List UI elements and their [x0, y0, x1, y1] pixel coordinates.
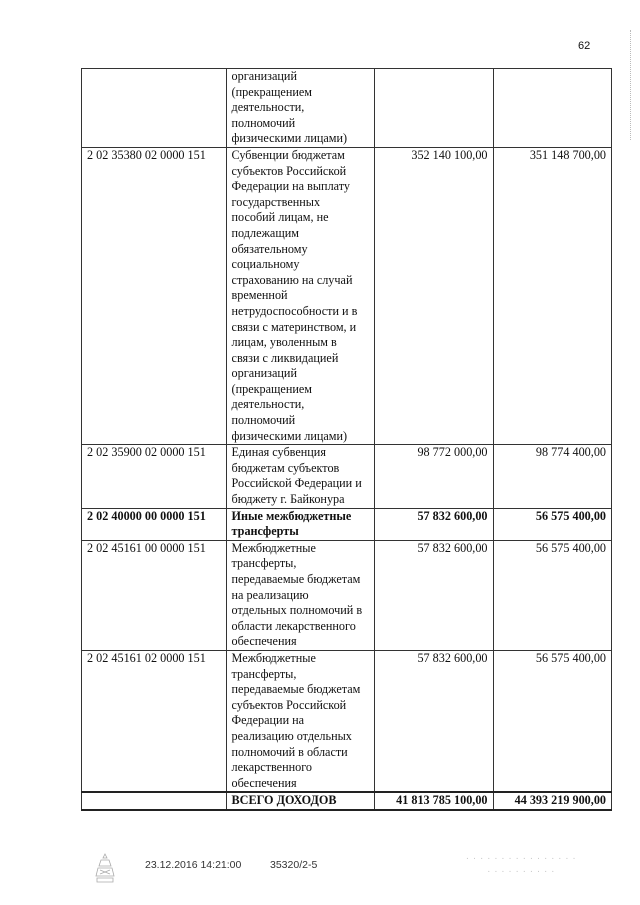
budget-code-cell: 2 02 40000 00 0000 151 [82, 508, 227, 540]
revenue-name-line: трансферты, [231, 666, 297, 681]
revenue-name-line: трансферты, [231, 556, 297, 571]
revenue-name-line: Межбюджетные [231, 540, 316, 555]
table-row [82, 792, 612, 810]
revenue-name-cell [226, 69, 375, 148]
revenue-name-line: Субвенции бюджетам [231, 147, 345, 162]
revenue-name-line: лицам, уволенным в [231, 335, 337, 350]
table-row [82, 540, 612, 650]
amount-year1-cell: 57 832 600,00 [375, 508, 493, 540]
revenue-name-line: Российской Федерации и [231, 476, 362, 491]
revenue-name-line: деятельности, [231, 397, 305, 412]
amount-year1-cell: 98 772 000,00 [375, 445, 493, 508]
budget-code-cell: 2 02 45161 00 0000 151 [82, 540, 227, 650]
revenue-name-cell [226, 508, 375, 540]
revenue-name-cell [226, 650, 375, 792]
revenue-name-line: бюджету г. Байконура [231, 492, 345, 507]
budget-code-cell [82, 792, 227, 810]
amount-year2-cell: 56 575 400,00 [493, 508, 611, 540]
revenue-name-line: физическими лицами) [231, 131, 348, 146]
revenue-name-line: ВСЕГО ДОХОДОВ [231, 793, 337, 808]
amount-year1-cell: 41 813 785 100,00 [375, 792, 493, 810]
faded-stamp: · · · · · · · · · · · · · · · · · · · · · · · · · · [465, 853, 577, 877]
scan-edge-mark [630, 30, 637, 140]
revenue-name-line: Федерации на выплату [231, 179, 351, 194]
revenue-name-line: Федерации на [231, 713, 305, 728]
revenue-table-body [82, 69, 612, 810]
budget-code-cell: 2 02 45161 02 0000 151 [82, 650, 227, 792]
revenue-name-line: субъектов Российской [231, 163, 347, 178]
amount-year2-cell: 56 575 400,00 [493, 540, 611, 650]
budget-code-cell: 2 02 35900 02 0000 151 [82, 445, 227, 508]
revenue-name-line: физическими лицами) [231, 428, 348, 443]
revenue-name-cell [226, 147, 375, 444]
amount-year2-cell: 44 393 219 900,00 [493, 792, 611, 810]
revenue-name-line: подлежащим [231, 225, 299, 240]
amount-year2-cell: 351 148 700,00 [493, 147, 611, 444]
revenue-name-line: (прекращением [231, 381, 312, 396]
revenue-name-cell [226, 540, 375, 650]
revenue-name-cell [226, 792, 375, 810]
revenue-name-line: государственных [231, 194, 321, 209]
amount-year2-cell: 98 774 400,00 [493, 445, 611, 508]
revenue-name-line: организаций [231, 366, 297, 381]
revenue-name-line: обеспечения [231, 634, 297, 649]
revenue-name-line: (прекращением [231, 84, 312, 99]
table-row [82, 147, 612, 444]
revenue-name-line: области лекарственного [231, 618, 356, 633]
revenue-name-line: трансферты [231, 524, 299, 539]
revenue-name-line: бюджетам субъектов [231, 460, 340, 475]
revenue-name-line: обязательному [231, 241, 308, 256]
revenue-name-line: социальному [231, 257, 300, 272]
revenue-name-line: деятельности, [231, 100, 305, 115]
revenue-name-line: реализацию отдельных [231, 728, 352, 743]
footer-date: 23.12.2016 14:21:00 [145, 859, 242, 871]
table-row [82, 508, 612, 540]
revenue-name-line: лекарственного [231, 760, 313, 775]
budget-code-cell [82, 69, 227, 148]
revenue-name-cell [226, 445, 375, 508]
page-number: 62 [578, 40, 591, 52]
amount-year1-cell: 352 140 100,00 [375, 147, 493, 444]
amount-year2-cell [493, 69, 611, 148]
revenue-name-line: связи с материнством, и [231, 319, 357, 334]
revenue-name-line: связи с ликвидацией [231, 350, 339, 365]
revenue-name-line: нетрудоспособности и в [231, 303, 358, 318]
revenue-name-line: субъектов Российской [231, 697, 347, 712]
revenue-name-line: Иные межбюджетные [231, 508, 352, 523]
revenue-name-line: обеспечения [231, 775, 297, 790]
revenue-name-line: полномочий в области [231, 744, 348, 759]
revenue-name-line: передаваемые бюджетам [231, 682, 361, 697]
revenue-name-line: передаваемые бюджетам [231, 572, 361, 586]
budget-code-cell: 2 02 35380 02 0000 151 [82, 147, 227, 444]
revenue-name-line: Межбюджетные [231, 650, 316, 665]
emblem-icon [94, 852, 116, 884]
amount-year1-cell [375, 69, 493, 148]
table-row [82, 445, 612, 508]
table-row [82, 650, 612, 792]
revenue-name-line: организаций [231, 69, 297, 83]
table-row [82, 69, 612, 148]
revenue-name-line: полномочий [231, 115, 296, 130]
footer-reg-number: 35320/2-5 [270, 859, 318, 871]
revenue-name-line: на реализацию [231, 587, 309, 602]
amount-year2-cell: 56 575 400,00 [493, 650, 611, 792]
revenue-name-line: временной [231, 288, 288, 303]
revenue-name-line: отдельных полномочий в [231, 603, 363, 618]
revenue-name-line: страхованию на случай [231, 272, 353, 287]
revenue-name-line: пособий лицам, не [231, 210, 329, 225]
amount-year1-cell: 57 832 600,00 [375, 540, 493, 650]
revenue-table [81, 68, 612, 811]
amount-year1-cell: 57 832 600,00 [375, 650, 493, 792]
revenue-name-line: Единая субвенция [231, 445, 326, 460]
revenue-name-line: полномочий [231, 413, 296, 428]
